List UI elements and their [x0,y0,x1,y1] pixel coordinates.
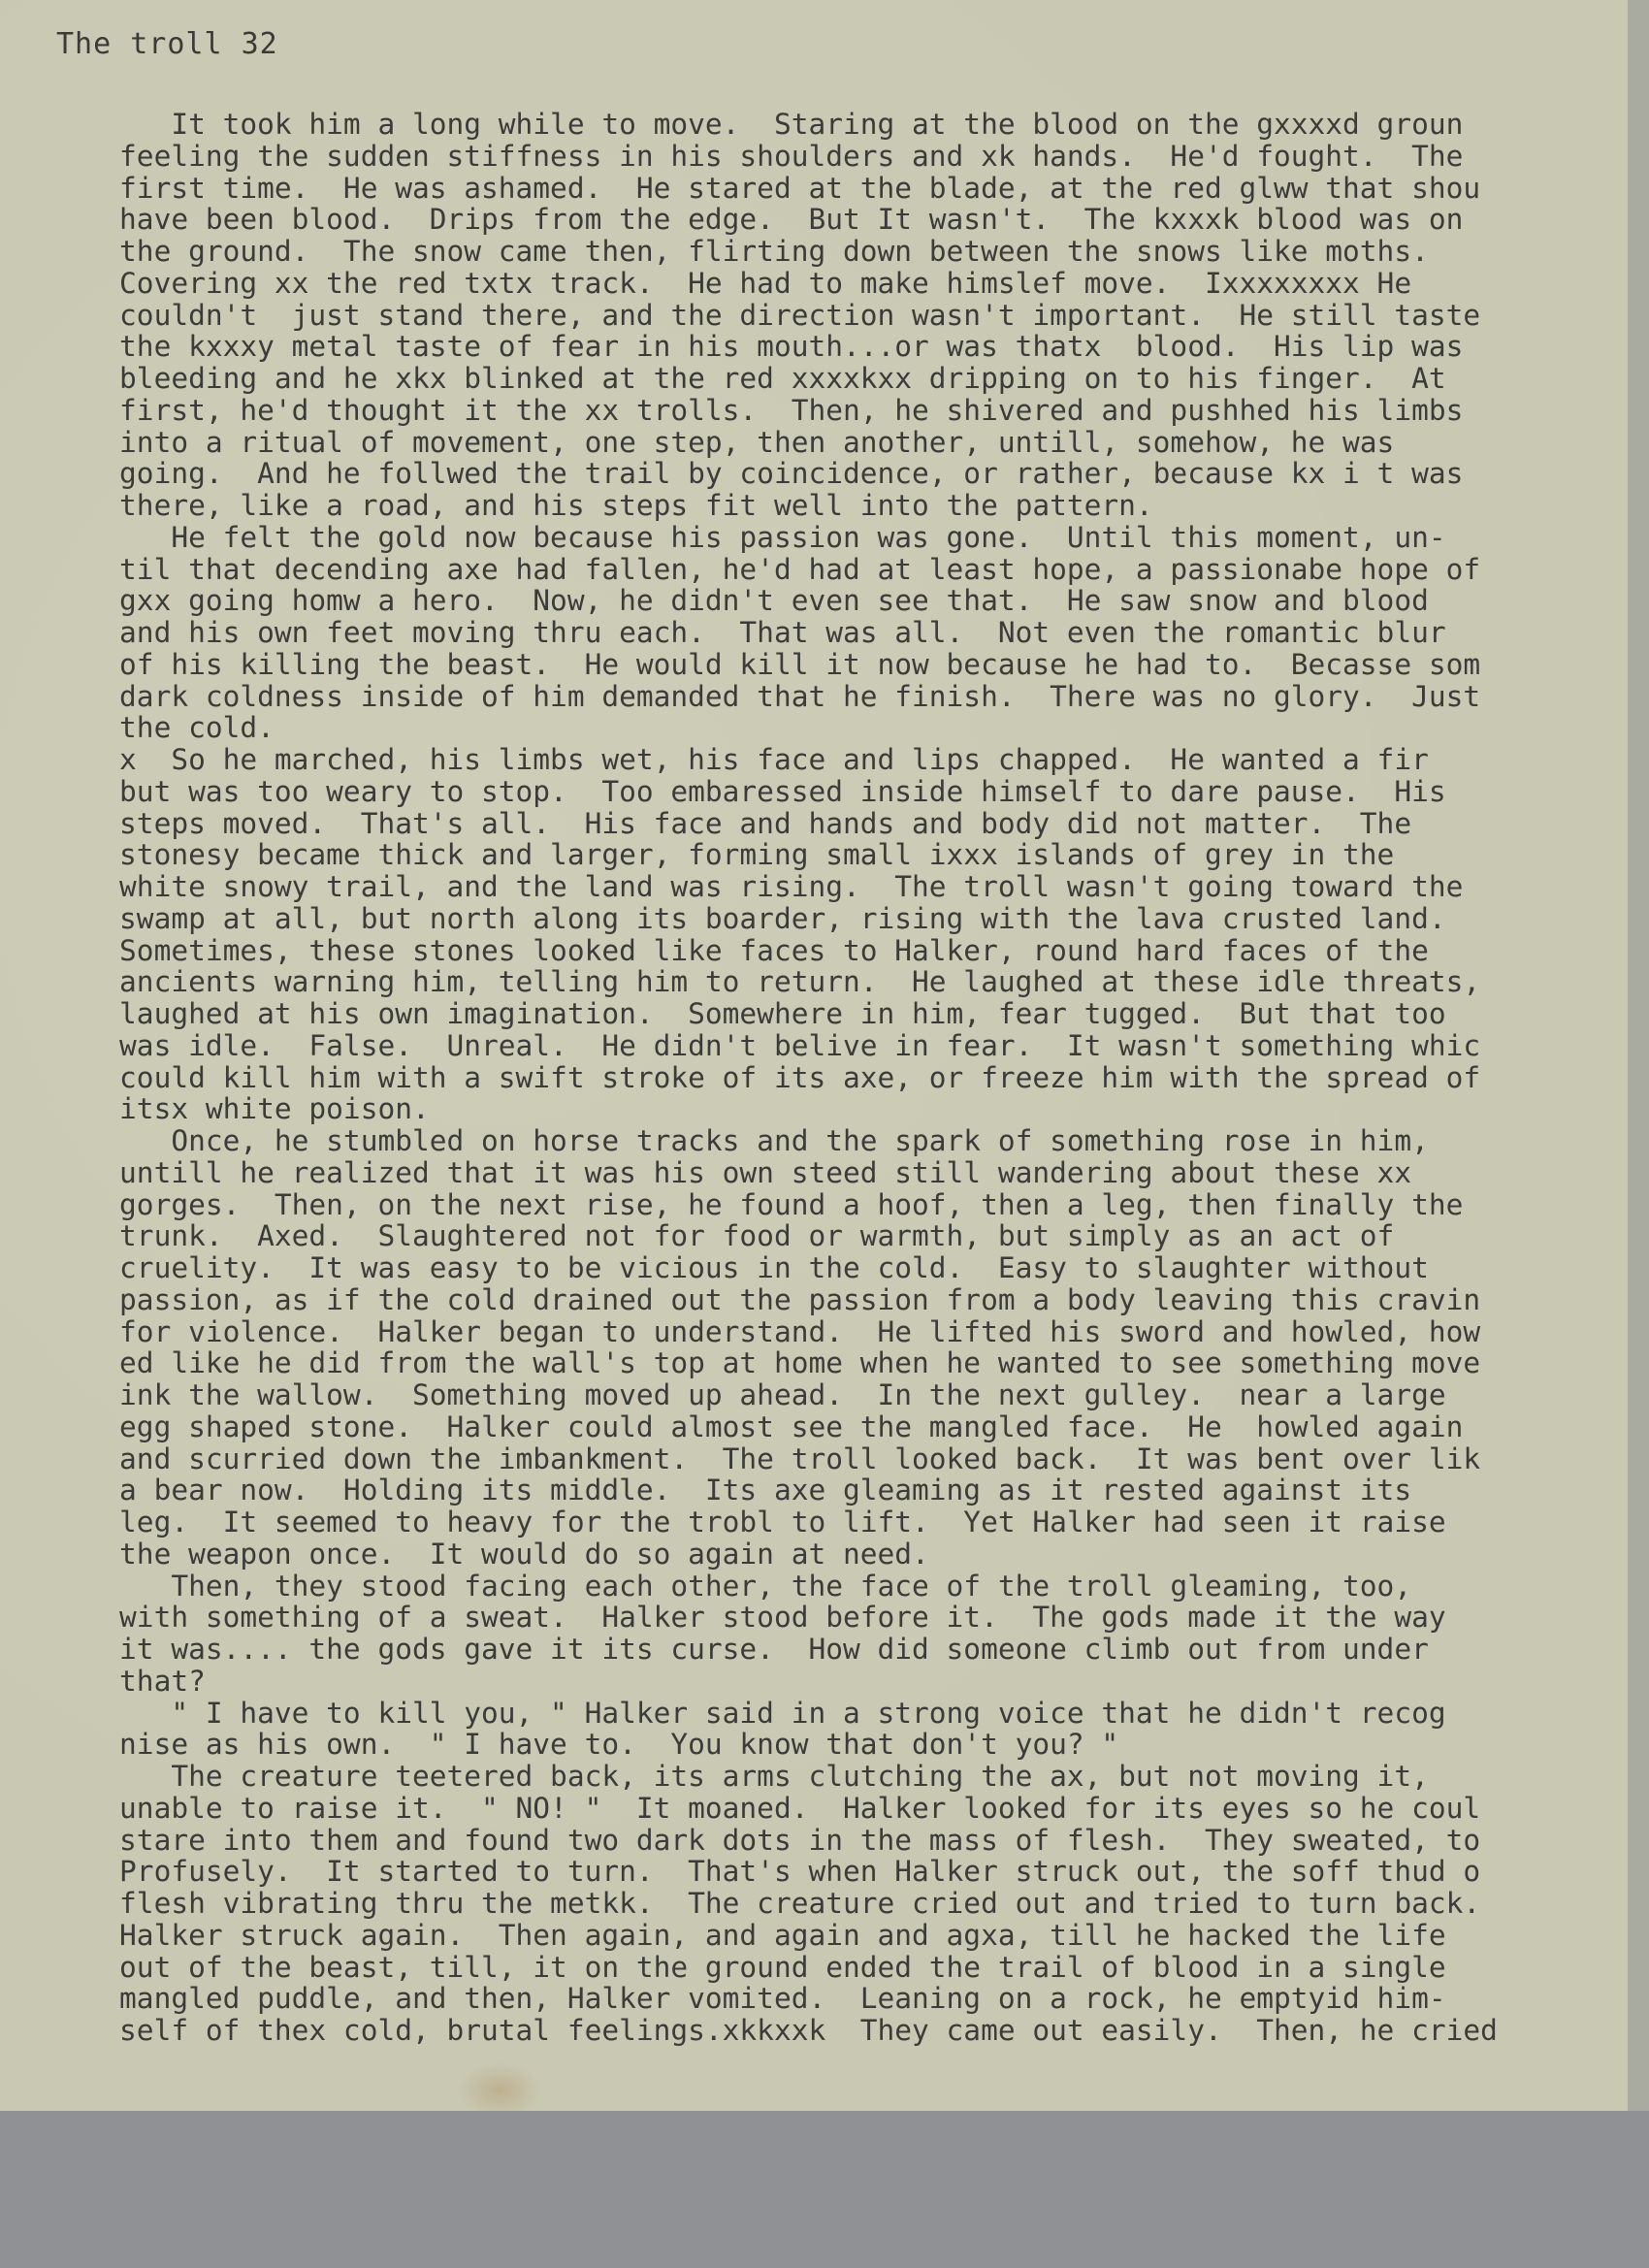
text-line: Halker struck again. Then again, and again and agxa, till he hacked the life [50,1918,1446,1952]
text-line: gorges. Then, on the next rise, he found a hoof, then a leg, then finally the [50,1187,1464,1221]
text-line: the weapon once. It would do so again at need. [50,1537,929,1571]
text-line: stare into them and found two dark dots in the mass of flesh. They sweated, to [50,1823,1481,1857]
text-line: passion, as if the cold drained out the passion from a body leaving this cravin [50,1282,1481,1316]
text-line: It took him a long while to move. Staring at the blood on the gxxxxd groun [50,108,1464,141]
text-line: for violence. Halker began to understand. He lifted his sword and howled, how [50,1314,1481,1348]
page-edge [1628,0,1649,2111]
text-line: nise as his own. " I have to. You know that don't you? " [50,1728,1119,1762]
text-line: self of thex cold, brutal feelings.xkkxxk They came out easily. Then, he cried [50,2014,1498,2047]
text-line: steps moved. That's all. His face and hands and body did not matter. The [50,806,1412,840]
text-line: going. And he follwed the trail by coincidence, or rather, because kx i t was [50,457,1464,491]
text-line: first time. He was ashamed. He stared at the blade, at the red glww that shou [50,171,1481,205]
text-line: til that decending axe had fallen, he'd had at least hope, a passionabe hope of [50,552,1481,586]
text-line: ed like he did from the wall's top at home when he wanted to see something move [50,1346,1481,1380]
text-line: Then, they stood facing each other, the face of the troll gleaming, too, [50,1569,1412,1603]
text-line: that? [50,1664,206,1698]
text-line: the cold. [50,711,275,745]
text-line: with something of a sweat. Halker stood before it. The gods made it the way [50,1601,1446,1635]
text-line: stonesy became thick and larger, forming small ixxx islands of grey in the [50,838,1395,872]
text-line: untill he realized that it was his own steed still wandering about these xx [50,1155,1412,1189]
text-line: feeling the sudden stiffness in his shoulders and xk hands. He'd fought. The [50,139,1464,173]
text-line: ancients warning him, telling him to return. He laughed at these idle threats, [50,965,1481,999]
text-line: Covering xx the red txtx track. He had to make himslef move. Ixxxxxxxx He [50,266,1412,300]
text-line: and his own feet moving thru each. That was all. Not even the romantic blur [50,616,1446,649]
text-line: unable to raise it. " NO! " It moaned. Halker looked for its eyes so he coul [50,1791,1481,1825]
text-line: have been blood. Drips from the edge. But It wasn't. The kxxxk blood was on [50,203,1464,237]
text-line: cruelity. It was easy to be vicious in the cold. Easy to slaughter without [50,1251,1429,1284]
text-line: a bear now. Holding its middle. Its axe gleaming as it rested against its [50,1474,1412,1507]
text-line: white snowy trail, and the land was rising. The troll wasn't going toward the [50,870,1464,903]
text-line: Sometimes, these stones looked like faces to Halker, round hard faces of the [50,933,1429,967]
text-line: there, like a road, and his steps fit well into the pattern. [50,489,1153,522]
text-line: gxx going homw a hero. Now, he didn't even see that. He saw snow and blood [50,584,1429,618]
text-line: was idle. False. Unreal. He didn't belive in fear. It wasn't something whic [50,1028,1481,1062]
text-line: couldn't just stand there, and the direction wasn't important. He still taste [50,298,1481,332]
text-line: bleeding and he xkx blinked at the red xxxxkxx dripping on to his finger. At [50,362,1446,395]
text-line: dark coldness inside of him demanded that he finish. There was no glory. Just [50,679,1481,713]
text-line: could kill him with a swift stroke of its axe, or freeze him with the spread of [50,1060,1481,1094]
text-line: the ground. The snow came then, flirting down between the snows like moths. [50,235,1429,268]
paper-stain [456,2061,543,2111]
text-line: " I have to kill you, " Halker said in a strong voice that he didn't recog [50,1696,1446,1730]
text-line: into a ritual of movement, one step, then another, untill, somehow, he was [50,425,1395,459]
text-line: but was too weary to stop. Too embaressed inside himself to dare pause. His [50,774,1446,808]
text-line: egg shaped stone. Halker could almost see the mangled face. He howled again [50,1409,1464,1443]
text-line: of his killing the beast. He would kill it now because he had to. Becasse som [50,647,1481,681]
text-line: the kxxxy metal taste of fear in his mouth...or was thatx blood. His lip was [50,330,1464,364]
text-line: ink the wallow. Something moved up ahead. In the next gulley. near a large [50,1378,1446,1411]
text-line: mangled puddle, and then, Halker vomited. Leaning on a rock, he emptyid him- [50,1982,1446,2016]
text-line: The creature teetered back, its arms clutching the ax, but not moving it, [50,1760,1429,1793]
text-line: out of the beast, till, it on the ground ended the trail of blood in a single [50,1950,1446,1984]
text-line: trunk. Axed. Slaughtered not for food or warmth, but simply as an act of [50,1219,1395,1253]
text-line: first, he'd thought it the xx trolls. Then, he shivered and pushhed his limbs [50,393,1464,427]
text-line: itsx white poison. [50,1092,430,1126]
text-line: Once, he stumbled on horse tracks and the spark of something rose in him, [50,1124,1429,1157]
text-line: flesh vibrating thru the metkk. The creature cried out and tried to turn back. [50,1887,1481,1920]
text-line: it was.... the gods gave it its curse. How did someone climb out from under [50,1633,1429,1666]
text-line: He felt the gold now because his passion was gone. Until this moment, un- [50,520,1446,554]
text-line: x So he marched, his limbs wet, his face and lips chapped. He wanted a fir [50,743,1429,776]
text-line: leg. It seemed to heavy for the trobl to lift. Yet Halker had seen it raise [50,1506,1446,1539]
text-line: laughed at his own imagination. Somewhere in him, fear tugged. But that too [50,997,1446,1030]
text-line: and scurried down the imbankment. The troll looked back. It was bent over lik [50,1442,1481,1475]
text-line: Profusely. It started to turn. That's when Halker struck out, the soff thud o [50,1855,1481,1889]
page-header: The troll 32 [56,27,278,61]
text-line: swamp at all, but north along its boarder, rising with the lava crusted land. [50,901,1446,935]
